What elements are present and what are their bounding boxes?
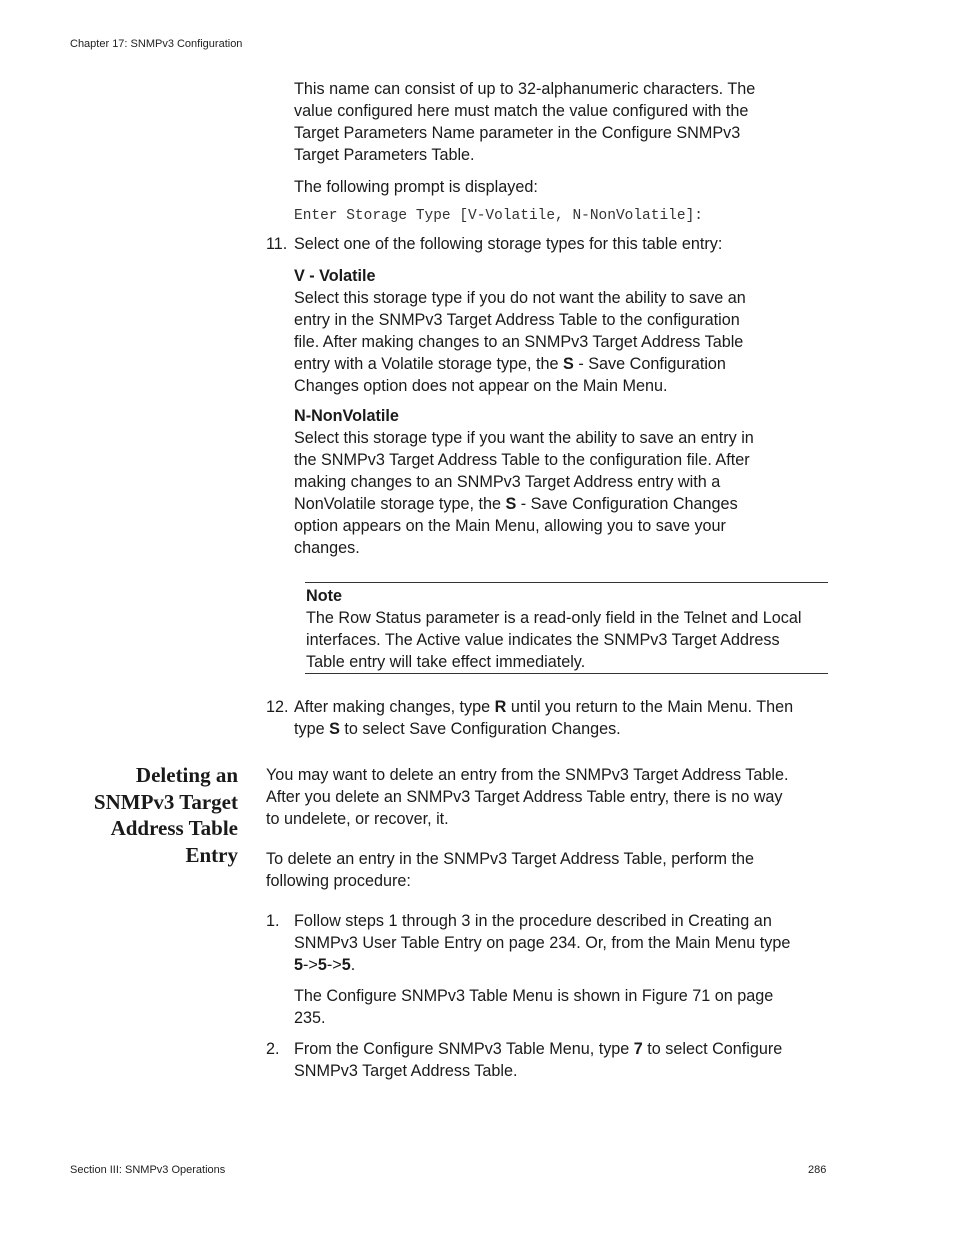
volatile-option xyxy=(294,265,834,397)
text-line: file. After making changes to an SNMPv3 Target Address Table xyxy=(294,333,744,351)
text-line: the SNMPv3 Target Address Table to the configuration file. After xyxy=(294,451,750,469)
text-line: Select this storage type if you want the ability to save an entry in xyxy=(294,429,754,447)
section-paragraph xyxy=(266,848,846,892)
step-text: Select one of the following storage types for this table entry: xyxy=(294,235,723,253)
running-header: Chapter 17: SNMPv3 Configuration xyxy=(70,38,243,50)
step-text xyxy=(294,910,839,976)
text-line: The Row Status parameter is a read-only field in the Telnet and Local xyxy=(306,609,802,627)
step-text xyxy=(294,696,839,740)
text-line: You may want to delete an entry from the SNMPv3 Target Address Table. xyxy=(266,766,789,784)
text-line: 5->5->5. xyxy=(294,956,356,974)
text-line: option appears on the Main Menu, allowing you to save your xyxy=(294,517,726,535)
key-label: R xyxy=(494,698,507,716)
section-heading: Deleting an SNMPv3 Target Address Table Entry xyxy=(93,763,238,867)
text-line: Changes option does not appear on the Main Menu. xyxy=(294,377,668,395)
text-line: value configured here must match the value configured with the xyxy=(294,102,749,120)
text-line: making changes to an SNMPv3 Target Address entry with a xyxy=(294,473,721,491)
text-line: SNMPv3 User Table Entry on page 234. Or, from the Main Menu type xyxy=(294,934,791,952)
step-number: 1. xyxy=(266,912,280,930)
note-bottom-rule xyxy=(305,673,828,674)
text-line: Follow steps 1 through 3 in the procedure described in Creating an xyxy=(294,912,772,930)
step-number: 12. xyxy=(266,698,289,716)
step-subtext xyxy=(294,985,839,1029)
running-footer: Section III: SNMPv3 Operations xyxy=(70,1164,226,1176)
text-line: The Configure SNMPv3 Table Menu is shown in Figure 71 on page xyxy=(294,987,774,1005)
option-title: V - Volatile xyxy=(294,267,376,285)
text-line: This name can consist of up to 32-alphanumeric characters. The xyxy=(294,80,756,98)
text-line: Table entry will take effect immediately. xyxy=(306,653,586,671)
text-line: Select this storage type if you do not want the ability to save an xyxy=(294,289,746,307)
option-title: N-NonVolatile xyxy=(294,407,399,425)
text-line: NonVolatile storage type, the S - Save Configuration Changes xyxy=(294,495,738,513)
key-label: S xyxy=(563,355,574,373)
text-line: entry with a Volatile storage type, the S - Save Configuration xyxy=(294,355,726,373)
note-title: Note xyxy=(306,587,342,605)
note-box xyxy=(306,585,836,673)
text-line: Target Parameters Name parameter in the Configure SNMPv3 xyxy=(294,124,741,142)
key-label: 5 xyxy=(294,956,304,974)
page-number: 286 xyxy=(808,1164,827,1176)
text-line: Target Parameters Table. xyxy=(294,146,475,164)
section-paragraph xyxy=(266,764,846,830)
key-label: 5 xyxy=(341,956,351,974)
step-text xyxy=(294,1038,839,1082)
text-line: From the Configure SNMPv3 Table Menu, type 7 to select Configure xyxy=(294,1040,783,1058)
nonvolatile-option xyxy=(294,405,834,559)
intro-paragraph xyxy=(294,78,834,166)
text-line: entry in the SNMPv3 Target Address Table to the configuration xyxy=(294,311,740,329)
note-top-rule xyxy=(305,582,828,583)
text-line: SNMPv3 Target Address Table. xyxy=(294,1062,518,1080)
key-label: 5 xyxy=(317,956,327,974)
text-line: to undelete, or recover, it. xyxy=(266,810,449,828)
text-line: To delete an entry in the SNMPv3 Target Address Table, perform the xyxy=(266,850,754,868)
text-line: After you delete an SNMPv3 Target Address Table entry, there is no way xyxy=(266,788,783,806)
prompt-text: Enter Storage Type [V-Volatile, N-NonVolatile]: xyxy=(294,208,703,224)
key-label: S xyxy=(329,720,340,738)
text-line: 235. xyxy=(294,1009,326,1027)
step-number: 2. xyxy=(266,1040,280,1058)
prompt-intro: The following prompt is displayed: xyxy=(294,178,538,196)
key-label: S xyxy=(505,495,517,513)
key-label: 7 xyxy=(633,1040,643,1058)
text-line: changes. xyxy=(294,539,360,557)
text-line: following procedure: xyxy=(266,872,411,890)
text-line: interfaces. The Active value indicates the SNMPv3 Target Address xyxy=(306,631,780,649)
step-number: 11. xyxy=(266,235,288,253)
text-line: After making changes, type R until you return to the Main Menu. Then xyxy=(294,698,794,716)
text-line: type S to select Save Configuration Changes. xyxy=(294,720,621,738)
